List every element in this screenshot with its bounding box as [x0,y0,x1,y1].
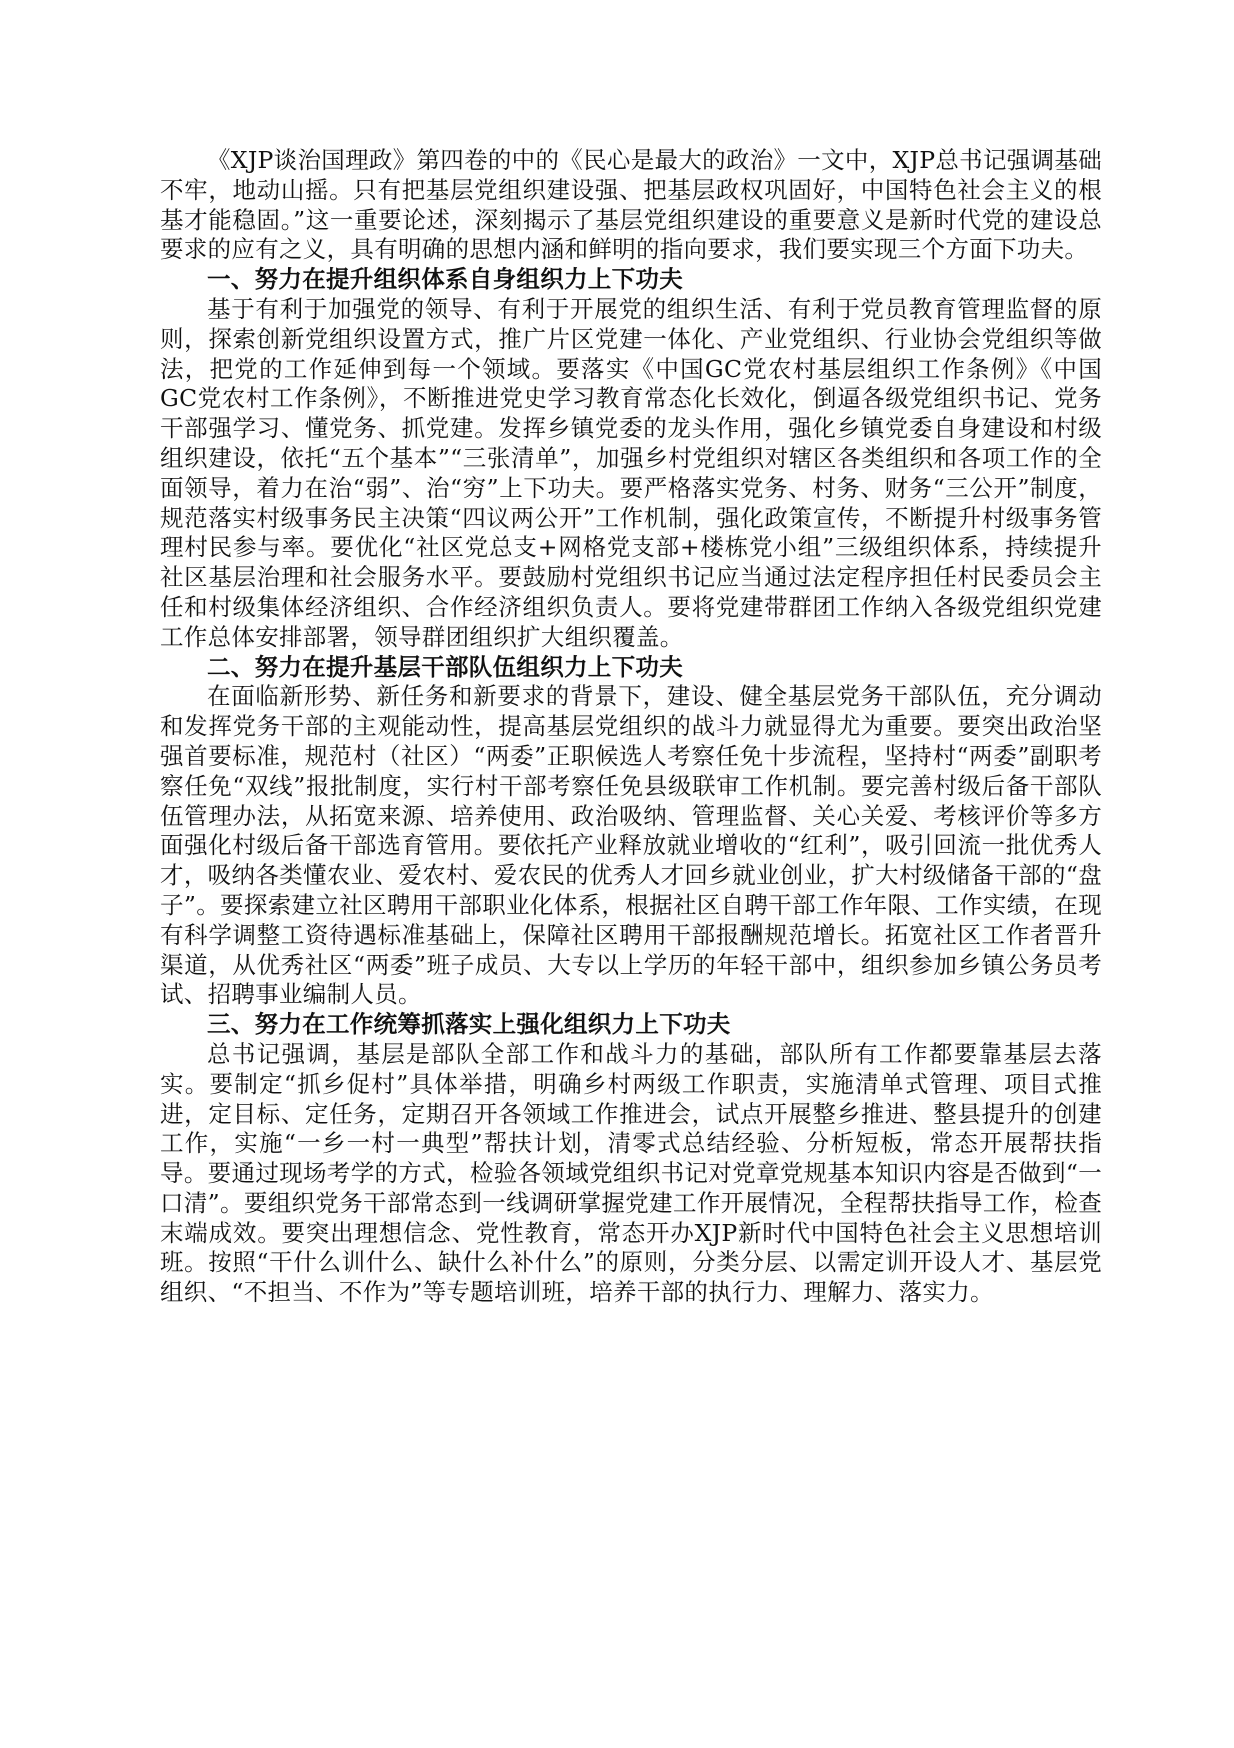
document-body [160,146,1102,1308]
section-1-paragraph: 基于有利于加强党的领导、有利于开展党的组织生活、有利于党员教育管理监督的原则，探索创新党组织设置方式，推广片区党建一体化、产业党组织、行业协会党组织等做法，把党的工作延伸到每一个领域。要落实《中国GC党农村基层组织工作条例》《中国GC党农村工作条例》，不断推进党史学习教育常态化长效化，倒逼各级党组织书记、党务干部强学习、懂党务、抓党建。发挥乡镇党委的龙头作用，强化乡镇党委自身建设和村级组织建设，依托“五个基本”“三张清单”，加强乡村党组织对辖区各类组织和各项工作的全面领导，着力在治“弱”、治“穷”上下功夫。要严格落实党务、村务、财务“三公开”制度，规范落实村级事务民主决策“四议两公开”工作机制，强化政策宣传，不断提升村级事务管理村民参与率。要优化“社区党总支+网格党支部+楼栋党小组”三级组织体系，持续提升社区基层治理和社会服务水平。要鼓励村党组织书记应当通过法定程序担任村民委员会主任和村级集体经济组织、合作经济组织负责人。要将党建带群团工作纳入各级党组织党建工作总体安排部署，领导群团组织扩大组织覆盖。 [160,294,1102,651]
intro-paragraph: 《XJP谈治国理政》第四卷的中的《民心是最大的政治》一文中，XJP总书记强调基础不牢，地动山摇。只有把基层党组织建设强、把基层政权巩固好，中国特色社会主义的根基才能稳固。”这一重要论述，深刻揭示了基层党组织建设的重要意义是新时代党的建设总要求的应有之义，具有明确的思想内涵和鲜明的指向要求，我们要实现三个方面下功夫。 [160,146,1102,264]
section-3-paragraph: 总书记强调，基层是部队全部工作和战斗力的基础，部队所有工作都要靠基层去落实。要制定“抓乡促村”具体举措，明确乡村两级工作职责，实施清单式管理、项目式推进，定目标、定任务，定期召开各领域工作推进会，试点开展整乡推进、整县提升的创建工作，实施“一乡一村一典型”帮扶计划，清零式总结经验、分析短板，常态开展帮扶指导。要通过现场考学的方式，检验各领域党组织书记对党章党规基本知识内容是否做到“一口清”。要组织党务干部常态到一线调研掌握党建工作开展情况，全程帮扶指导工作，检查末端成效。要突出理想信念、党性教育，常态开办XJP新时代中国特色社会主义思想培训班。按照“干什么训什么、缺什么补什么”的原则，分类分层、以需定训开设人才、基层党组织、“不担当、不作为”等专题培训班，培养干部的执行力、理解力、落实力。 [160,1039,1102,1307]
section-2-paragraph: 在面临新形势、新任务和新要求的背景下，建设、健全基层党务干部队伍，充分调动和发挥党务干部的主观能动性，提高基层党组织的战斗力就显得尤为重要。要突出政治坚强首要标准，规范村（社区）“两委”正职候选人考察任免十步流程，坚持村“两委”副职考察任免“双线”报批制度，实行村干部考察任免县级联审工作机制。要完善村级后备干部队伍管理办法，从拓宽来源、培养使用、政治吸纳、管理监督、关心关爱、考核评价等多方面强化村级后备干部选育管用。要依托产业释放就业增收的“红利”，吸引回流一批优秀人才，吸纳各类懂农业、爱农村、爱农民的优秀人才回乡就业创业，扩大村级储备干部的“盘子”。要探索建立社区聘用干部职业化体系，根据社区自聘干部工作年限、工作实绩，在现有科学调整工资待遇标准基础上，保障社区聘用干部报酬规范增长。拓宽社区工作者晋升渠道，从优秀社区“两委”班子成员、大专以上学历的年轻干部中，组织参加乡镇公务员考试、招聘事业编制人员。 [160,682,1102,1009]
section-3-heading: 三、努力在工作统筹抓落实上强化组织力上下功夫 [207,1010,731,1039]
section-2-heading: 二、努力在提升基层干部队伍组织力上下功夫 [207,652,683,681]
section-1-heading: 一、努力在提升组织体系自身组织力上下功夫 [207,265,683,294]
